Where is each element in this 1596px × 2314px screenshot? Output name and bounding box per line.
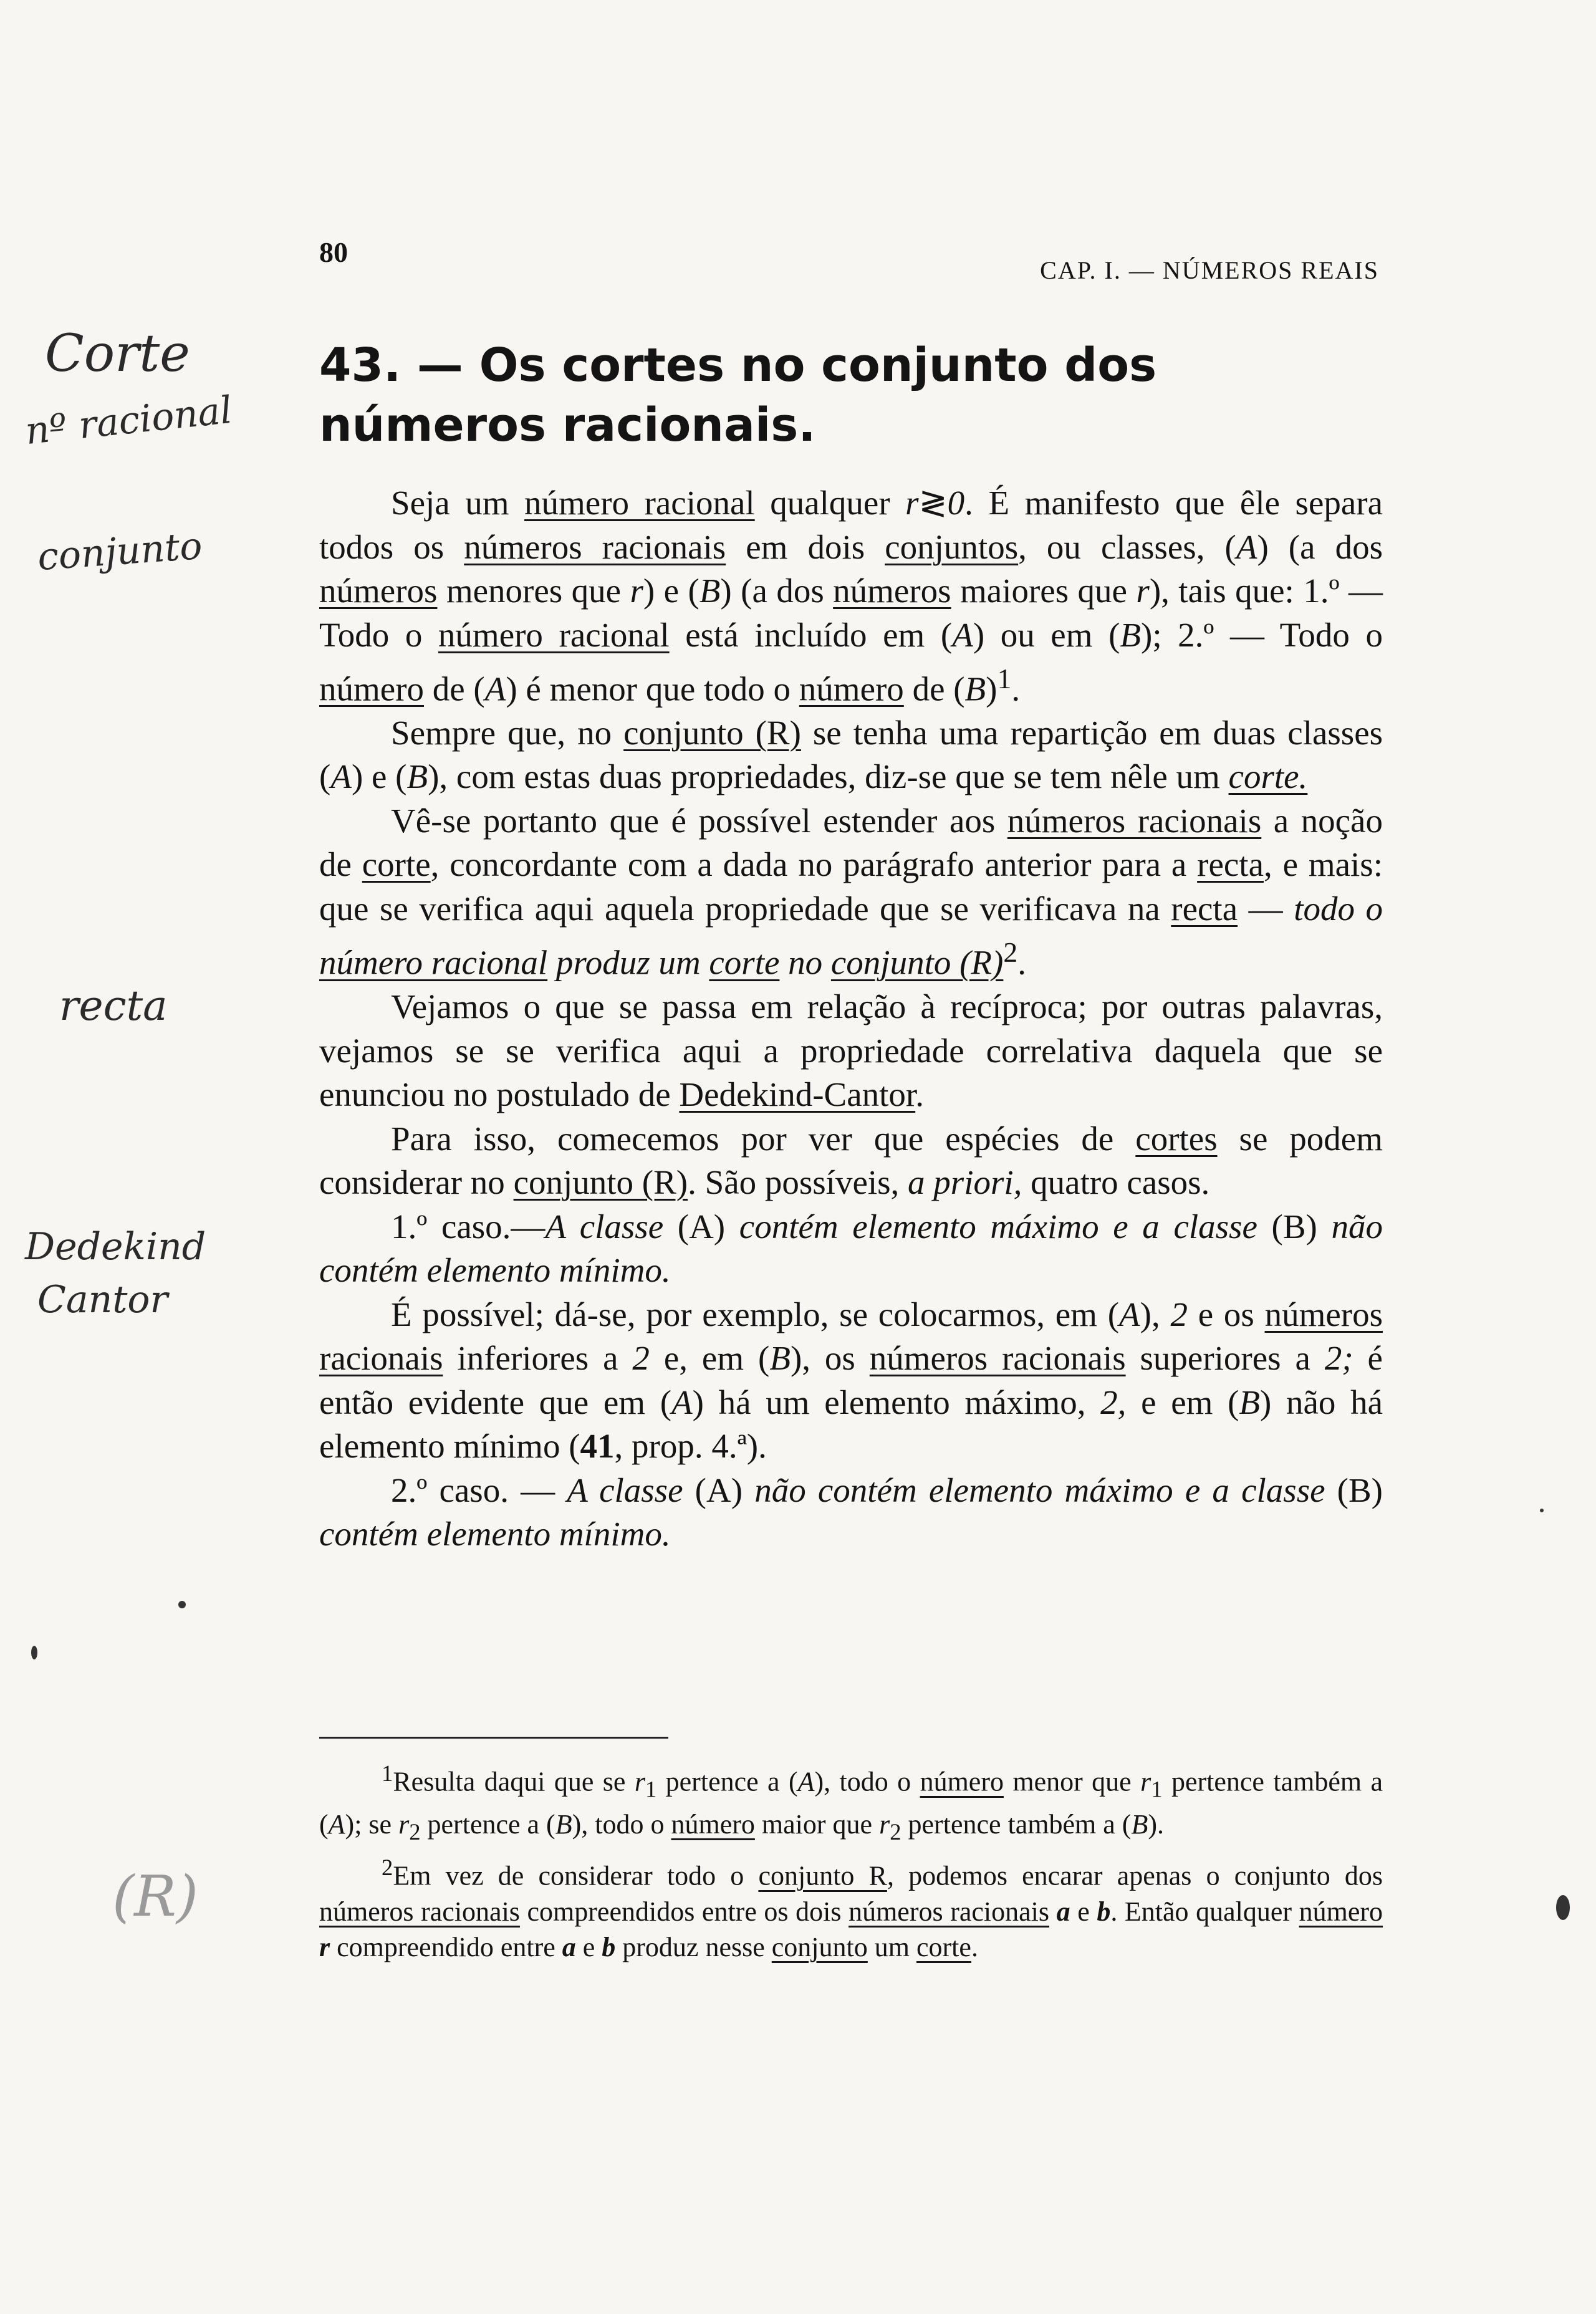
footnote-ref-2: 2: [1003, 936, 1018, 969]
paragraph-5: Para isso, comecemos por ver que espécies de cortes se podem considerar no conjunto (R). São possíveis, a priori, quatro casos.: [319, 1119, 1383, 1202]
body-text: [319, 481, 1383, 1557]
scan-speck: [178, 1601, 186, 1608]
page-number: 80: [319, 236, 348, 268]
margin-note-conjunto: conjunto: [36, 524, 204, 580]
scan-speck: [1540, 1509, 1544, 1512]
margin-note-faint-r: (R): [112, 1864, 198, 1929]
scan-speck: [1556, 1895, 1570, 1920]
paragraph-1: Seja um número racional qualquer r≷0. É manifesto que êle separa todos os números racionais em dois conjuntos, ou classes, (A) (a dos números menores que r) e (B) (a dos números maiores que r), tais que: 1.º — Todo o número racional está incluído em (A) ou em (B); 2.º — Todo o número de (A) é menor que todo o número de $(B)^1$.: [319, 484, 1383, 708]
paragraph-6: É possível; dá-se, por exemplo, se colocarmos, em (A), 2 e os números racionais inferiores a 2 e, em (B), os números racionais superiores a 2; é então evidente que em (A) há um elemento máximo, 2, e em (B) não há elemento mínimo (41, prop. 4.ª).: [319, 1295, 1383, 1466]
paragraph-case-1: 1.º caso.—A classe (A) contém elemento máximo e a classe (B) não contém elemento mínimo.: [319, 1207, 1383, 1290]
running-header: CAP. I. — NÚMEROS REAIS: [1040, 256, 1379, 284]
footnote-1: $^1$Resulta daqui que se $r_1$ pertence a (A), todo o número menor que $r_1$ pertence também a (A); se $r_2$ pertence a (B), todo o número maior que $r_2$ pertence também a (B).: [319, 1760, 1383, 1845]
footnote-divider: [319, 1737, 668, 1739]
paragraph-4: Vejamos o que se passa em relação à recíproca; por outras palavras, vejamos se se verifica aqui a propriedade correlativa daquela que se enunciou no postulado de Dedekind-Cantor.: [319, 987, 1383, 1114]
scan-speck: [31, 1646, 37, 1659]
margin-note-recta: recta: [59, 982, 168, 1030]
footnote-2: $^2$Em vez de considerar todo o conjunto R, podemos encarar apenas o conjunto dos números racionais compreendidos entre os dois números racionais a e b. Então qualquer número r compreendido entre a e b produz nesse conjunto um corte.: [319, 1855, 1383, 1962]
margin-note-dedekind: Dedekind: [25, 1225, 206, 1269]
paragraph-3: Vê-se portanto que é possível estender aos números racionais a noção de corte, concordante com a dada no parágrafo anterior para a recta, e mais: que se verifica aqui aquela propriedade que se verificava na recta — todo o número racional produz um corte no conjunto $(R)^2$.: [319, 801, 1383, 982]
margin-note-cantor: Cantor: [37, 1278, 168, 1322]
footnotes: [319, 1755, 1383, 1965]
section-title: 43. — Os cortes no conjunto dos números racionais.: [319, 338, 1157, 452]
margin-note-numero-racional: nº racional: [23, 388, 234, 454]
paragraph-case-2: 2.º caso. — A classe (A) não contém elemento máximo e a classe (B) contém elemento mínimo.: [319, 1471, 1383, 1553]
margin-note-corte: Corte: [45, 324, 190, 383]
footnote-ref-1: 1: [997, 663, 1012, 694]
paragraph-2: Sempre que, no conjunto (R) se tenha uma repartição em duas classes (A) e (B), com estas duas propriedades, diz-se que se tem nêle um corte.: [319, 713, 1383, 796]
